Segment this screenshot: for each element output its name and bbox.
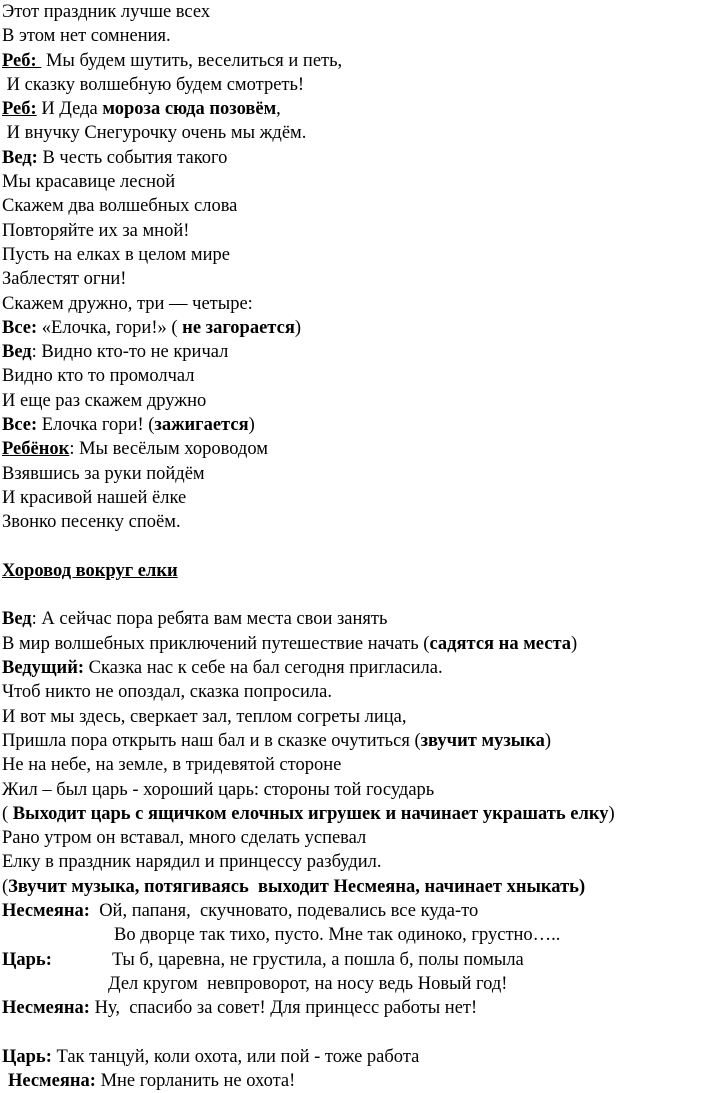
speaker-label: Все: [2, 317, 38, 338]
line-text: Пришла пора открыть наш бал и в сказке очутиться ( [2, 730, 421, 751]
text-line [2, 413, 702, 437]
text-line [2, 729, 702, 753]
text-line [2, 802, 702, 826]
text-line: Не на небе, на земле, в тридевятой стороне [2, 755, 342, 776]
text-line [2, 948, 702, 972]
text-line: Мы красавице лесной [2, 172, 176, 193]
text-line: И сказку волшебную будем смотреть! [2, 74, 305, 95]
speaker-label: Все: [2, 415, 38, 436]
line-text: : А сейчас пора ребята вам места свои занять [31, 609, 388, 630]
text-line: Этот праздник лучше всех [2, 2, 211, 22]
text-line [2, 316, 702, 340]
text-line: И внучку Снегурочку очень мы ждём. [2, 123, 307, 144]
text-line: Скажем дружно, три — четыре: [2, 293, 253, 314]
speaker-label: Ребёнок [2, 439, 70, 460]
text-line [2, 996, 702, 1020]
speaker-label: Вед: [2, 147, 38, 168]
document-page [2, 0, 702, 1093]
line-text: Ну, спасибо за совет! Для принцесс работы нет! [89, 998, 478, 1019]
speaker-label: Ведущий: [2, 658, 85, 679]
text-line: Жил – был царь - хороший царь: стороны той государь [2, 779, 435, 800]
text-line [2, 899, 702, 923]
text-line: Звонко песенку споём. [2, 512, 181, 533]
speaker-label: Реб: [2, 50, 42, 71]
line-text: ( [2, 876, 9, 897]
bold-text: звучит музыка [420, 730, 545, 751]
text-line [2, 656, 702, 680]
blank-line [2, 1020, 702, 1044]
line-text: «Елочка, гори!» ( [37, 317, 183, 338]
text-line: И красивой нашей ёлке [2, 487, 187, 508]
text-line: Видно кто то промолчал [2, 366, 195, 387]
line-text: В мир волшебных приключений путешествие начать ( [2, 633, 430, 654]
text-line [2, 1045, 702, 1069]
text-line: Во дворце так тихо, пусто. Мне так одиноко, грустно….. [114, 925, 561, 946]
line-text: Так танцуй, коли охота, или пой - тоже работа [51, 1046, 420, 1067]
text-line: Елку в праздник нарядил и принцессу разбудил. [2, 852, 382, 873]
text-line [2, 632, 702, 656]
bold-text: Выходит царь с ящичком елочных игрушек и начинает украшать елку [12, 803, 609, 824]
line-text: ) [544, 730, 552, 751]
text-line: Чтоб никто не опоздал, сказка попросила. [2, 682, 332, 703]
section-heading: Хоровод вокруг елки [2, 560, 178, 581]
bold-text: зажигается [154, 415, 249, 436]
text-line: Рано утром он вставал, много сделать успевал [2, 828, 367, 849]
line-text: И Деда [36, 99, 103, 120]
bold-text: мороза сюда позовём [102, 99, 277, 120]
bold-text: Звучит музыка, потягиваясь выходит Несмеяна, начинает хныкать) [8, 876, 586, 897]
speaker-label: Несмеяна: [2, 900, 90, 921]
text-line [2, 340, 702, 364]
speaker-label: Царь: [2, 949, 52, 970]
text-line [2, 97, 702, 121]
line-text: ) [571, 633, 578, 654]
blank-line [2, 535, 702, 559]
text-line [2, 1069, 702, 1093]
line-text: , [276, 99, 281, 120]
text-line: И еще раз скажем дружно [2, 390, 207, 411]
text-line: Повторяйте их за мной! [2, 220, 190, 241]
line-text: Мне горланить не охота! [95, 1071, 296, 1092]
text-line: Взявшись за руки пойдём [2, 463, 205, 484]
text-line: Дел кругом невпроворот, на носу ведь Новый год! [108, 973, 508, 994]
line-text: Мы будем шутить, веселиться и петь, [41, 50, 343, 71]
text-line: И вот мы здесь, сверкает зал, теплом согреты лица, [2, 706, 407, 727]
bold-text: садятся на места [429, 633, 572, 654]
text-line: Пусть на елках в целом мире [2, 244, 230, 265]
text-line [2, 607, 702, 631]
line-text: ( [2, 803, 13, 824]
line-text: Сказка нас к себе на бал сегодня пригласила. [84, 658, 443, 679]
text-line [2, 437, 702, 461]
line-text: Ой, папаня, скучновато, подевались все куда-то [89, 900, 479, 921]
line-text: Елочка гори! ( [37, 415, 155, 436]
text-line [2, 49, 702, 73]
text-line: Скажем два волшебных слова [2, 196, 238, 217]
line-text: : Видно кто-то не кричал [31, 342, 229, 363]
speaker-label: Царь: [2, 1046, 52, 1067]
bold-text: не загорается [182, 317, 295, 338]
text-line [2, 875, 702, 899]
line-text: В честь события такого [37, 147, 228, 168]
line-text: ) [294, 317, 301, 338]
speaker-label: Реб: [2, 99, 37, 120]
speaker-label: Несмеяна: [2, 998, 90, 1019]
line-text: : Мы весёлым хороводом [69, 439, 268, 460]
line-text: ) [608, 803, 615, 824]
line-text: Ты б, царевна, не грустила, а пошла б, полы помыла [112, 949, 524, 970]
text-line: Заблестят огни! [2, 269, 127, 290]
speaker-label: Несмеяна: [8, 1071, 96, 1092]
text-line [2, 146, 702, 170]
blank-line [2, 583, 702, 607]
speaker-label: Вед [2, 342, 32, 363]
text-line: В этом нет сомнения. [2, 26, 171, 47]
line-text: ) [248, 415, 255, 436]
speaker-label: Вед [2, 609, 32, 630]
